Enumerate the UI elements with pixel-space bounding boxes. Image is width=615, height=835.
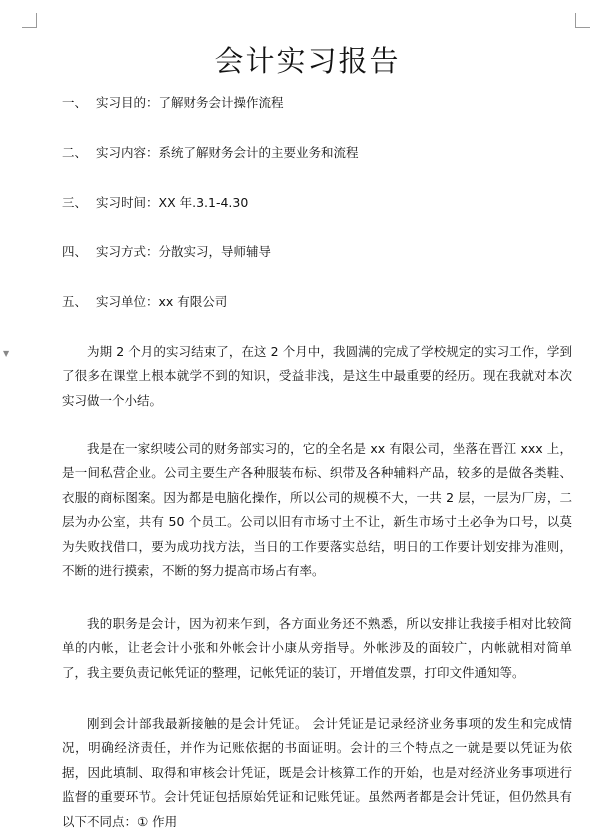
body-paragraph: 为期 2 个月的实习结束了，在这 2 个月中，我圆满的完成了学校规定的实习工作，学到了很多在课堂上根本就学不到的知识，受益非浅，是这生中最重要的经历。现在我就对本次实习做一个小结。 [62,344,572,408]
list-item [62,144,359,162]
body-paragraph: 我是在一家织唛公司的财务部实习的，它的全名是 xx 有限公司，坐落在晋江 xxx 上，是一间私营企业。公司主要生产各种服装布标、织带及各种辅料产品，较多的是做各类鞋、衣服的商标图案。因为都是电脑化操作，所以公司的规模不大，一共 2 层，一层为厂房，二层为办公室，共有 50 个员工。公司以旧有市场寸土不让，新生市场寸土必争为口号，以莫为失败找借口，要为成功找方法，当日的工作要落实总结，明日的工作要计划安排为准则，不断的进行摸索，不断的努力提高市场占有率。 [62,441,572,579]
list-item [62,243,271,261]
list-item-text: 实习目的：了解财务会计操作流程 [96,95,284,110]
document-title: 会计实习报告 [214,44,401,78]
list-item [62,293,227,311]
crop-mark-top-right [575,13,590,28]
paragraph-marker-icon: ▼ [3,349,10,358]
list-item-number: 二、 [62,145,88,160]
list-item [62,194,248,212]
list-item-number: 一、 [62,95,88,110]
list-item-number: 五、 [62,294,88,309]
list-item-text: 实习时间：XX 年.3.1-4.30 [96,195,249,210]
list-item [62,94,284,112]
body-paragraph: 我的职务是会计，因为初来乍到，各方面业务还不熟悉，所以安排让我接手相对比较简单的内帐，让老会计小张和外帐会计小康从旁指导。外帐涉及的面较广，内帐就相对简单了，我主要负责记帐凭证的整理，记帐凭证的装订，开增值发票，打印文件通知等。 [62,616,572,680]
list-item-text: 实习方式：分散实习，导师辅导 [96,244,272,259]
body-paragraph: 刚到会计部我最新接触的是会计凭证。 会计凭证是记录经济业务事项的发生和完成情况，明确经济责任，并作为记账依据的书面证明。会计的三个特点之一就是要以凭证为依据，因此填制、取得和审核会计凭证，既是会计核算工作的开始，也是对经济业务事项进行监督的重要环节。会计凭证包括原始凭证和记账凭证。虽然两者都是会计凭证，但仍然具有以下不同点：① 作用 [62,716,572,829]
list-item-number: 四、 [62,244,88,259]
crop-mark-top-left [22,13,37,28]
list-item-text: 实习内容：系统了解财务会计的主要业务和流程 [96,145,359,160]
list-item-text: 实习单位：xx 有限公司 [96,294,228,309]
list-item-number: 三、 [62,195,88,210]
